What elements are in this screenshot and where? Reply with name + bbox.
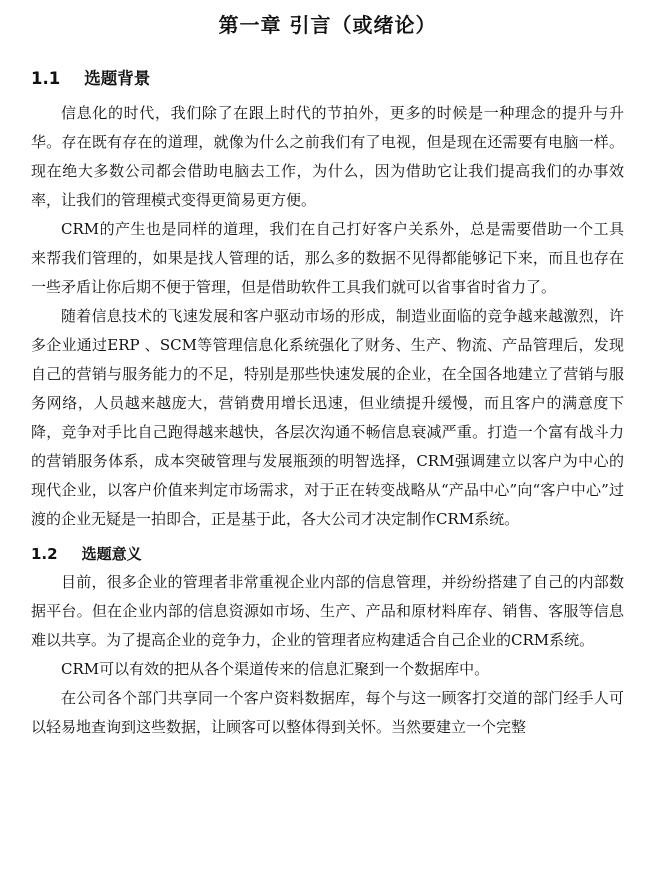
section-heading-1-1 bbox=[31, 64, 624, 94]
section-number: 1.2 bbox=[31, 545, 58, 563]
paragraph: CRM的产生也是同样的道理，我们在自己打好客户关系外，总是需要借助一个工具来帮我们管理的，如果是找人管理的话，那么多的数据不见得都能够记下来，而且也存在一些矛盾让你后期不便于管理，但是借助软件工具我们就可以省事省时省力了。 bbox=[31, 220, 624, 296]
chapter-title: 第一章 引言（或绪论） bbox=[218, 13, 437, 37]
paragraph: 随着信息技术的飞速发展和客户驱动市场的形成，制造业面临的竞争越来越激烈，许多企业通过ERP 、SCM等管理信息化系统强化了财务、生产、物流、产品管理后，发现自己的营销与服务能力的不足，特别是那些快速发展的企业，在全国各地建立了营销与服务网络，人员越来越庞大，营销费用增长迅速，但业绩提升缓慢，而且客户的满意度下降，竞争对手比自己跑得越来越快，各层次沟通不畅信息衰减严重。打造一个富有战斗力的营销服务体系，成本突破管理与发展瓶颈的明智选择，CRM强调建立以客户为中心的现代企业，以客户价值来判定市场需求，对于正在转变战略从“产品中心”向“客户中心”过渡的企业无疑是一拍即合，正是基于此，各大公司才决定制作CRM系统。 bbox=[31, 307, 624, 528]
paragraph: 目前，很多企业的管理者非常重视企业内部的信息管理，并纷纷搭建了自己的内部数据平台。但在企业内部的信息资源如市场、生产、产品和原材料库存、销售、客服等信息难以共享。为了提高企业的竞争力，企业的管理者应构建适合自己企业的CRM系统。 bbox=[31, 573, 624, 649]
section-title: 选题背景 bbox=[84, 69, 151, 88]
paragraph: 在公司各个部门共享同一个客户资料数据库，每个与这一顾客打交道的部门经手人可以轻易地查询到这些数据，让顾客可以整体得到关怀。当然要建立一个完整 bbox=[31, 689, 624, 736]
section-title: 选题意义 bbox=[81, 545, 142, 563]
section-number: 1.1 bbox=[31, 69, 61, 88]
paragraph: CRM可以有效的把从各个渠道传来的信息汇聚到一个数据库中。 bbox=[61, 660, 490, 678]
paragraph: 信息化的时代，我们除了在跟上时代的节拍外，更多的时候是一种理念的提升与升华。存在既有存在的道理，就像为什么之前我们有了电视，但是现在还需要有电脑一样。现在绝大多数公司都会借助电脑去工作，为什么，因为借助它让我们提高我们的办事效率，让我们的管理模式变得更简易更方便。 bbox=[31, 104, 624, 209]
section-heading-1-2 bbox=[31, 540, 624, 568]
